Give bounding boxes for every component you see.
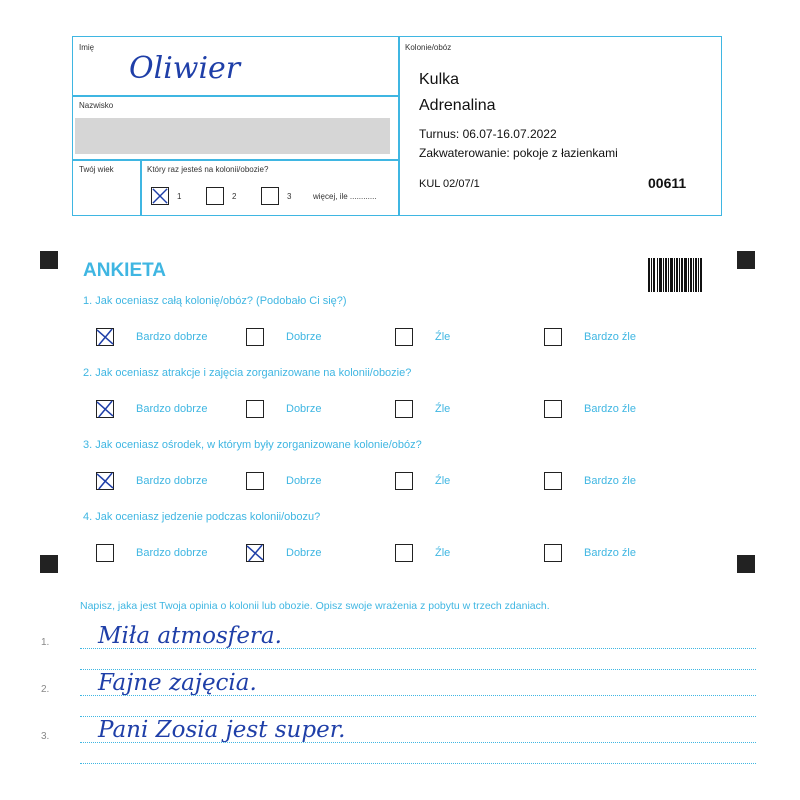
answer-line-1b (80, 669, 756, 670)
answer-line-2b (80, 716, 756, 717)
name-value: Oliwier (129, 51, 241, 86)
question-3-option-4-label: Bardzo źle (584, 475, 636, 487)
question-3-checkbox-1[interactable] (96, 472, 114, 490)
times-checkbox-2[interactable] (206, 187, 224, 205)
registration-marker-bottom-right (737, 555, 755, 573)
question-2-checkbox-4[interactable] (544, 400, 562, 418)
question-4-checkbox-1[interactable] (96, 544, 114, 562)
question-3-option-3-label: Źle (435, 475, 451, 487)
surname-redaction (75, 118, 390, 154)
opinion-answer-3[interactable]: Pani Zosia jest super. (98, 717, 346, 743)
question-1-text: 1. Jak oceniasz całą kolonię/obóz? (Podobało Ci się?) (83, 295, 347, 307)
opinion-answer-1[interactable]: Miła atmosfera. (98, 623, 282, 649)
check-x-icon (247, 545, 263, 561)
times-checkbox-3[interactable] (261, 187, 279, 205)
answer-line-3a (80, 742, 756, 743)
camp-code: KUL 02/07/1 (419, 178, 480, 190)
line-number-1: 1. (41, 637, 50, 648)
question-4-option-4-label: Bardzo źle (584, 547, 636, 559)
accommodation-text: Zakwaterowanie: pokoje z łazienkami (419, 146, 618, 160)
question-1-option-1-label: Bardzo dobrze (136, 331, 208, 343)
question-2-text: 2. Jak oceniasz atrakcje i zajęcia zorganizowane na kolonii/obozie? (83, 367, 412, 379)
times-checkbox-1[interactable] (151, 187, 169, 205)
registration-marker-top-right (737, 251, 755, 269)
question-4-option-2-label: Dobrze (286, 547, 322, 559)
camp-name: Kulka (419, 71, 460, 88)
header-divider-h1 (73, 95, 398, 97)
times-option-3: 3 (287, 192, 292, 201)
barcode-icon (648, 258, 702, 292)
opinion-answer-2[interactable]: Fajne zajęcia. (98, 670, 257, 696)
turnus-text: Turnus: 06.07-16.07.2022 (419, 127, 557, 141)
question-2-checkbox-3[interactable] (395, 400, 413, 418)
question-3-checkbox-2[interactable] (246, 472, 264, 490)
question-3-text: 3. Jak oceniasz ośrodek, w którym były zorganizowane kolonie/obóz? (83, 439, 422, 451)
header-divider-vertical (398, 37, 400, 215)
camp-subname: Adrenalina (419, 97, 496, 114)
question-4-checkbox-2[interactable] (246, 544, 264, 562)
question-1-checkbox-4[interactable] (544, 328, 562, 346)
line-number-3: 3. (41, 731, 50, 742)
question-2-checkbox-2[interactable] (246, 400, 264, 418)
times-more-label: więcej, ile ............ (313, 192, 377, 201)
answer-line-2a (80, 695, 756, 696)
question-1-option-3-label: Źle (435, 331, 451, 343)
header-divider-h2 (73, 159, 398, 161)
line-number-2: 2. (41, 684, 50, 695)
times-option-2: 2 (232, 192, 237, 201)
question-2-option-4-label: Bardzo źle (584, 403, 636, 415)
question-4-option-3-label: Źle (435, 547, 451, 559)
question-4-checkbox-3[interactable] (395, 544, 413, 562)
question-3-option-1-label: Bardzo dobrze (136, 475, 208, 487)
opinion-prompt: Napisz, jaka jest Twoja opinia o kolonii lub obozie. Opisz swoje wrażenia z pobytu w trzech zdaniach. (80, 600, 550, 612)
age-label: Twój wiek (79, 165, 114, 174)
question-1-option-2-label: Dobrze (286, 331, 322, 343)
check-x-icon (97, 329, 113, 345)
question-3-option-2-label: Dobrze (286, 475, 322, 487)
question-2-checkbox-1[interactable] (96, 400, 114, 418)
barcode (648, 258, 702, 292)
question-4-checkbox-4[interactable] (544, 544, 562, 562)
answer-line-3b (80, 763, 756, 764)
registration-marker-bottom-left (40, 555, 58, 573)
form-number: 00611 (648, 175, 687, 191)
question-2-option-2-label: Dobrze (286, 403, 322, 415)
camp-label: Kolonie/obóz (405, 43, 452, 52)
question-3-checkbox-4[interactable] (544, 472, 562, 490)
header-divider-v2 (140, 159, 142, 215)
times-label: Który raz jesteś na kolonii/obozie? (147, 165, 269, 174)
question-1-checkbox-3[interactable] (395, 328, 413, 346)
check-x-icon (97, 401, 113, 417)
question-4-text: 4. Jak oceniasz jedzenie podczas kolonii/obozu? (83, 511, 321, 523)
question-2-option-3-label: Źle (435, 403, 451, 415)
header-form (72, 36, 722, 216)
name-label: Imię (79, 43, 95, 52)
survey-title: ANKIETA (83, 260, 167, 281)
registration-marker-top-left (40, 251, 58, 269)
question-3-checkbox-3[interactable] (395, 472, 413, 490)
question-1-checkbox-1[interactable] (96, 328, 114, 346)
check-x-icon (152, 188, 168, 204)
answer-line-1a (80, 648, 756, 649)
times-option-1: 1 (177, 192, 182, 201)
question-2-option-1-label: Bardzo dobrze (136, 403, 208, 415)
surname-label: Nazwisko (79, 101, 114, 110)
question-4-option-1-label: Bardzo dobrze (136, 547, 208, 559)
question-1-option-4-label: Bardzo źle (584, 331, 636, 343)
question-1-checkbox-2[interactable] (246, 328, 264, 346)
check-x-icon (97, 473, 113, 489)
